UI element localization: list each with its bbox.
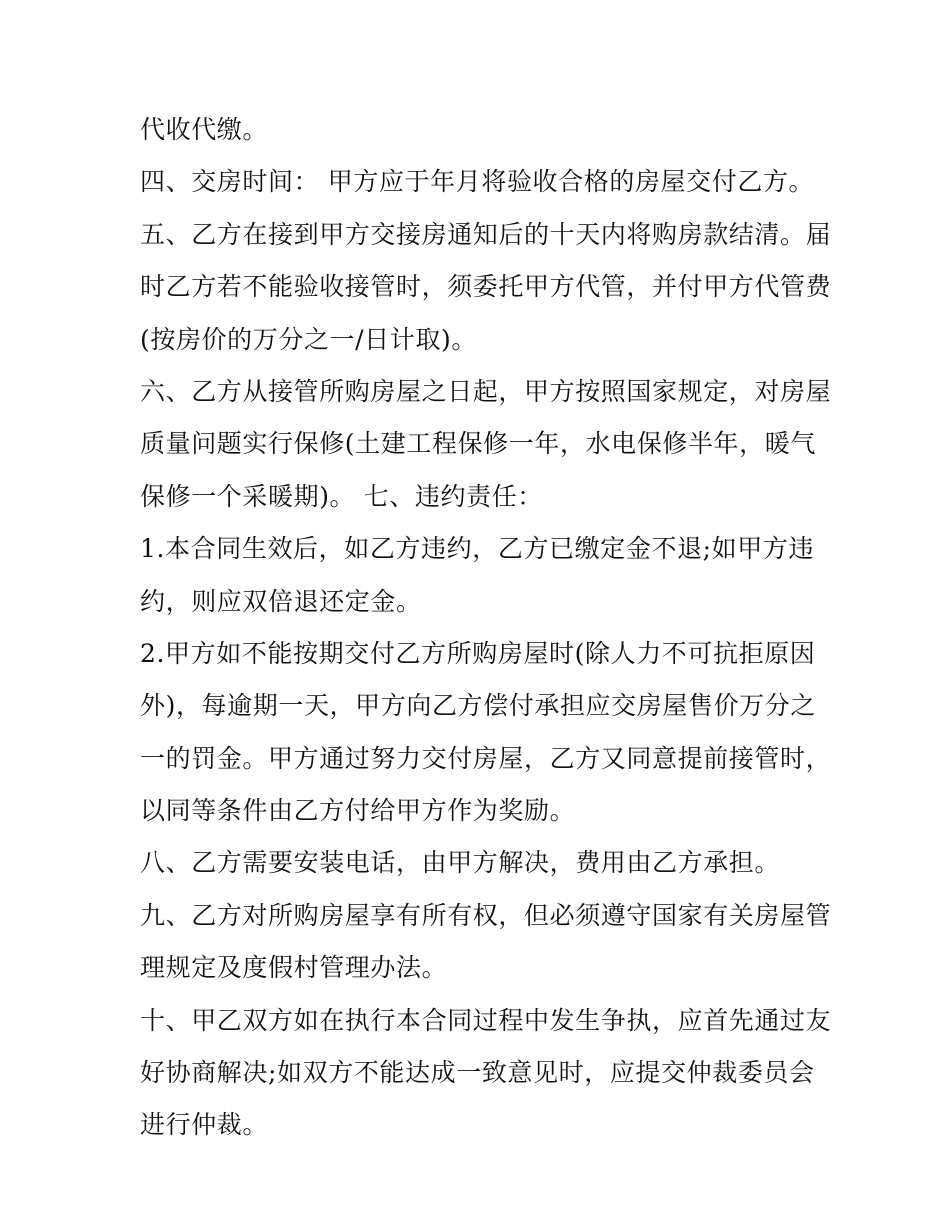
text-line: 代收代缴。 [140,115,269,144]
text-line: 质量问题实行保修(土建工程保修一年，水电保修半年，暖气 [140,429,816,459]
text-line: 进行仲裁。 [140,1110,269,1140]
text-line: 保修一个采暖期)。 七、违约责任： [140,481,543,511]
text-line: 十、甲乙双方如在执行本合同过程中发生争执，应首先通过友 [140,1005,832,1035]
contract-text [140,104,832,1152]
text-line: 时乙方若不能验收接管时，须委托甲方代管，并付甲方代管费 [140,272,832,302]
text-line: 以同等条件由乙方付给甲方作为奖励。 [140,796,576,826]
text-line: 四、交房时间： 甲方应于年月将验收合格的房屋交付乙方。 [140,167,815,197]
text-line: (按房价的万分之一/日计取)。 [140,324,477,354]
text-line: 一的罚金。甲方通过努力交付房屋，乙方又同意提前接管时， [140,743,832,773]
text-line: 外)，每逾期一天，甲方向乙方偿付承担应交房屋售价万分之 [140,691,816,721]
text-line: 理规定及度假村管理办法。 [140,953,448,983]
text-line: 2.甲方如不能按期交付乙方所购房屋时(除人力不可抗拒原因 [140,638,816,668]
text-line: 约，则应双倍退还定金。 [140,586,422,616]
text-line: 八、乙方需要安装电话，由甲方解决，费用由乙方承担。 [140,848,781,878]
text-line: 九、乙方对所购房屋享有所有权，但必须遵守国家有关房屋管 [140,900,832,930]
text-line: 五、乙方在接到甲方交接房通知后的十天内将购房款结清。届 [140,219,832,249]
text-line: 六、乙方从接管所购房屋之日起，甲方按照国家规定，对房屋 [140,376,832,406]
text-line: 1.本合同生效后，如乙方违约，乙方已缴定金不退;如甲方违 [140,534,815,564]
text-line: 好协商解决;如双方不能达成一致意见时，应提交仲裁委员会 [140,1058,815,1088]
